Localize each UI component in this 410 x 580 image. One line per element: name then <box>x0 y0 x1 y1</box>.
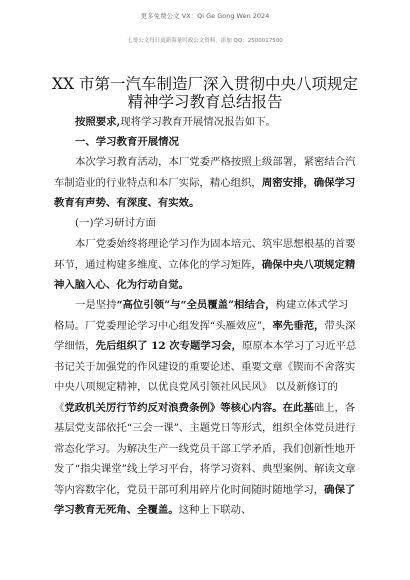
paragraph-1 <box>54 152 357 214</box>
title-line-2: 精神学习教育总结报告 <box>127 93 283 111</box>
para2-bold: 确保中央八项规定精神入脑入心、化为行动自觉。 <box>54 258 356 291</box>
para3-bold-3: 先后组织了 12 次专题学习会， <box>95 340 242 352</box>
section-1-heading: 一、学习教育开展情况 <box>75 136 179 148</box>
header-top-line: 更多免费公文 VX：Qi Ge Gong Wen 2024 <box>140 12 270 20</box>
para3-bold-5: 确保了学习教育无死角、全覆盖。 <box>54 483 356 516</box>
para3-bold-2: 率先垂范， <box>272 319 325 332</box>
para3-text-4: 原原本本学习了习近平总书记关于加强党的作风建设的重要论述、重要文章《锲而不舍落实中央八项规定精神，以优良党风引领社风民风》 以及新修订的《 <box>54 340 357 414</box>
document-title <box>50 75 360 111</box>
subsection-1-heading: (一)学习研讨方面 <box>75 217 156 229</box>
header-sub-line: 七哥公文每日更新海量时政公文资料，添加 QQ：2500017500 <box>127 38 283 44</box>
intro-paragraph <box>54 112 357 133</box>
para3-text-6: 这种上下联动、 <box>178 504 252 516</box>
para1-bold: 周密安排，确保学习教育有声势、有深度、有实效。 <box>54 176 356 209</box>
intro-text: 现将学习教育开展情况报告如下。 <box>120 116 277 128</box>
title-line-1: XX 市第一汽车制造厂深入贯彻中央八项规定 <box>52 75 358 93</box>
intro-bold: 按照要求, <box>75 116 121 128</box>
para3-bold-1: “高位引领”与“全员覆盖”相结合， <box>116 299 276 311</box>
para1-text: 本次学习教育活动，本厂党委严格按照上级部署，紧密结合汽车制造业的行业特点和本厂实际，精心组织， <box>54 156 356 189</box>
paragraph-3 <box>54 295 357 521</box>
para3-text-3: 带头深学细悟， <box>54 319 356 352</box>
paragraph-2 <box>54 234 357 296</box>
para2-text: 本厂党委始终将理论学习作为固本培元、筑牢思想根基的首要环节，通过构建多维度、立体化的学习矩阵， <box>54 238 356 271</box>
para3-text-2: 构建立体式学习格局。厂党委理论学习中心组发挥“头雁效应”， <box>54 299 349 332</box>
para3-text-1: 一是坚持 <box>75 299 117 311</box>
para3-text-5: 础上，各基层党支部依托“三会一课”、主题党日等形式，组织全体党员进行常态化学习。为解决生产一线党员干部工学矛盾，我们创新性地开发了“指尖课堂”线上学习平台，将学习资料、典型案例、解读文章等内容数字化，党员干部可利用碎片化时间随时随地学习， <box>54 401 356 496</box>
para3-bold-4: 党政机关厉行节约反对浪费条例》等核心内容。在此基 <box>64 401 314 414</box>
